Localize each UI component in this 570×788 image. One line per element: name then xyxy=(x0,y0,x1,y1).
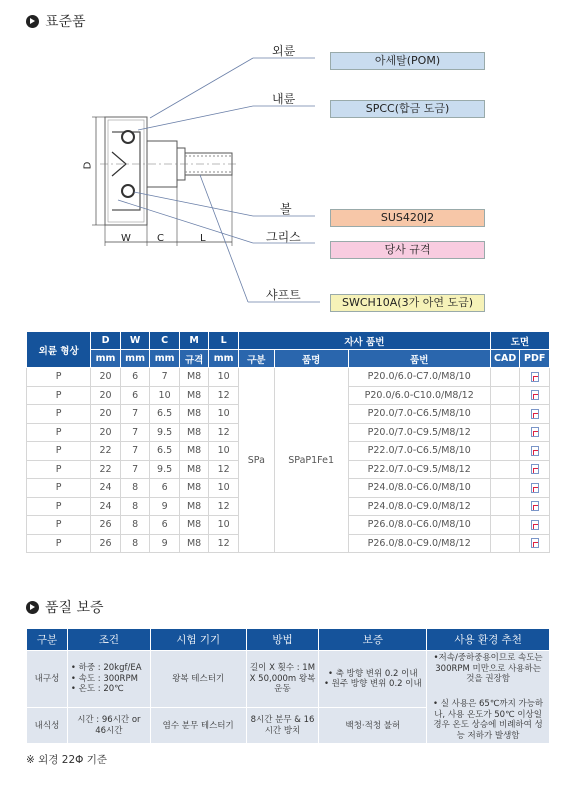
material-shaft: SWCH10A(3가 아연 도금) xyxy=(330,294,485,312)
pdf-download-icon[interactable] xyxy=(531,501,539,511)
cell-w: 6 xyxy=(120,386,150,405)
cell-l: 12 xyxy=(209,423,239,442)
cell-m: M8 xyxy=(179,479,209,498)
cell-m: M8 xyxy=(179,423,209,442)
cell-shape: P xyxy=(27,442,91,461)
cell-m: M8 xyxy=(179,386,209,405)
section-title-quality xyxy=(26,597,104,617)
pdf-download-icon[interactable] xyxy=(531,520,539,530)
cell-d: 26 xyxy=(91,516,121,535)
cell-d: 22 xyxy=(91,442,121,461)
cell-product-name: SPaP1Fe1 xyxy=(274,368,348,553)
cell-c: 10 xyxy=(150,386,180,405)
cell-c: 6 xyxy=(150,516,180,535)
cell-m: M8 xyxy=(179,497,209,516)
qual-env-recommendation: •저속/중하중용이므로 속도는 300RPM 미만으로 사용하는 것을 권장함 • 실 사용은 65℃까지 가능하나, 사용 온도가 50℃ 이상일 경우 온도 상승에 비례하여 성능 저하가 발생함 xyxy=(427,651,550,744)
callout-ball: 볼 xyxy=(280,202,292,216)
header-drawing: 도면 xyxy=(490,332,549,350)
qual-header-warranty: 보증 xyxy=(319,629,427,651)
cell-part-number: P20.0/7.0-C9.5/M8/12 xyxy=(348,423,490,442)
cell-pdf[interactable] xyxy=(520,442,550,461)
cell-c: 6 xyxy=(150,479,180,498)
footnote: ※ 외경 22Φ 기준 xyxy=(26,754,108,766)
cell-cad xyxy=(490,534,520,553)
cell-shape: P xyxy=(27,497,91,516)
cell-pdf[interactable] xyxy=(520,423,550,442)
header-cad: CAD xyxy=(490,350,520,368)
ball-top xyxy=(122,131,134,143)
header-pdf: PDF xyxy=(520,350,550,368)
cell-part-number: P22.0/7.0-C6.5/M8/10 xyxy=(348,442,490,461)
cell-shape: P xyxy=(27,534,91,553)
cell-w: 7 xyxy=(120,405,150,424)
cell-pdf[interactable] xyxy=(520,386,550,405)
material-inner-ring: SPCC(합금 도금) xyxy=(330,100,485,118)
cell-part-number: P26.0/8.0-C9.0/M8/12 xyxy=(348,534,490,553)
cell-pdf[interactable] xyxy=(520,368,550,387)
qual-warranty-durability: • 축 방향 변위 0.2 이내 • 원주 방향 변위 0.2 이내 xyxy=(319,651,427,708)
cell-l: 12 xyxy=(209,497,239,516)
cell-part-number: P20.0/6.0-C10.0/M8/12 xyxy=(348,386,490,405)
section-title-standard xyxy=(26,11,86,31)
header-l: L xyxy=(209,332,239,350)
cell-d: 22 xyxy=(91,460,121,479)
cell-pdf[interactable] xyxy=(520,405,550,424)
cell-w: 8 xyxy=(120,479,150,498)
unit-c: mm xyxy=(150,350,180,368)
cell-c: 9 xyxy=(150,497,180,516)
cell-d: 20 xyxy=(91,405,121,424)
cell-cad xyxy=(490,386,520,405)
cell-l: 10 xyxy=(209,442,239,461)
dim-c-label: C xyxy=(157,233,164,244)
cell-m: M8 xyxy=(179,442,209,461)
cell-cad xyxy=(490,479,520,498)
cell-m: M8 xyxy=(179,368,209,387)
cell-l: 10 xyxy=(209,368,239,387)
unit-d: mm xyxy=(91,350,121,368)
cell-l: 12 xyxy=(209,386,239,405)
cell-d: 20 xyxy=(91,386,121,405)
cell-c: 9.5 xyxy=(150,423,180,442)
ball-bottom xyxy=(122,185,134,197)
pdf-download-icon[interactable] xyxy=(531,464,539,474)
pdf-download-icon[interactable] xyxy=(531,409,539,419)
qual-type-corrosion: 내식성 xyxy=(27,708,68,744)
cell-c: 7 xyxy=(150,368,180,387)
cell-shape: P xyxy=(27,423,91,442)
cell-l: 12 xyxy=(209,534,239,553)
cell-c: 9.5 xyxy=(150,460,180,479)
qual-warranty-corrosion: 백청·적청 불허 xyxy=(319,708,427,744)
cell-cad xyxy=(490,497,520,516)
callout-grease: 그리스 xyxy=(266,230,301,244)
section-title-text: 품질 보증 xyxy=(45,600,104,616)
cell-shape: P xyxy=(27,405,91,424)
cell-d: 26 xyxy=(91,534,121,553)
table-row xyxy=(27,368,550,387)
pdf-download-icon[interactable] xyxy=(531,538,539,548)
pdf-download-icon[interactable] xyxy=(531,483,539,493)
callout-outer-ring: 외륜 xyxy=(272,44,296,58)
cell-shape: P xyxy=(27,386,91,405)
header-name: 품명 xyxy=(274,350,348,368)
callout-inner-ring: 내륜 xyxy=(272,92,296,106)
cell-l: 12 xyxy=(209,460,239,479)
cell-pdf[interactable] xyxy=(520,534,550,553)
header-w: W xyxy=(120,332,150,350)
cell-d: 20 xyxy=(91,368,121,387)
cross-section-drawing xyxy=(0,40,570,320)
qual-header-method: 방법 xyxy=(246,629,319,651)
cell-shape: P xyxy=(27,368,91,387)
cell-pdf[interactable] xyxy=(520,479,550,498)
dim-w-label: W xyxy=(121,233,131,244)
header-part-no: 품번 xyxy=(348,350,490,368)
cell-c: 9 xyxy=(150,534,180,553)
section-title-text: 표준품 xyxy=(45,14,86,30)
qual-conditions-durability: • 하중 : 20kgf/EA • 속도 : 300RPM • 온도 : 20℃ xyxy=(67,651,150,708)
cell-pdf[interactable] xyxy=(520,460,550,479)
cell-w: 7 xyxy=(120,423,150,442)
qual-type-durability: 내구성 xyxy=(27,651,68,708)
cell-m: M8 xyxy=(179,460,209,479)
material-ball: SUS420J2 xyxy=(330,209,485,227)
unit-m: 규격 xyxy=(179,350,209,368)
cell-part-number: P22.0/7.0-C9.5/M8/12 xyxy=(348,460,490,479)
cell-d: 20 xyxy=(91,423,121,442)
quality-table xyxy=(26,628,550,744)
pdf-download-icon[interactable] xyxy=(531,446,539,456)
cell-m: M8 xyxy=(179,534,209,553)
product-diagram xyxy=(0,40,570,320)
qual-device-durability: 왕복 테스터기 xyxy=(150,651,246,708)
qual-conditions-corrosion: 시간 : 96시간 or 46시간 xyxy=(67,708,150,744)
cell-shape: P xyxy=(27,516,91,535)
cell-c: 6.5 xyxy=(150,442,180,461)
material-outer-ring: 아세탈(POM) xyxy=(330,52,485,70)
cell-l: 10 xyxy=(209,405,239,424)
cell-part-number: P20.0/7.0-C6.5/M8/10 xyxy=(348,405,490,424)
cell-w: 6 xyxy=(120,368,150,387)
qual-header-env: 사용 환경 추천 xyxy=(427,629,550,651)
cell-pdf[interactable] xyxy=(520,516,550,535)
unit-l: mm xyxy=(209,350,239,368)
cell-l: 10 xyxy=(209,516,239,535)
spec-table xyxy=(26,331,550,553)
cell-cad xyxy=(490,423,520,442)
cell-w: 7 xyxy=(120,442,150,461)
pdf-download-icon[interactable] xyxy=(531,372,539,382)
header-d: D xyxy=(91,332,121,350)
cell-cad xyxy=(490,368,520,387)
cell-c: 6.5 xyxy=(150,405,180,424)
section-arrow-icon xyxy=(26,15,39,28)
header-category: 구분 xyxy=(238,350,274,368)
cell-cad xyxy=(490,516,520,535)
cell-d: 24 xyxy=(91,479,121,498)
dim-d-label: D xyxy=(82,161,94,170)
header-m: M xyxy=(179,332,209,350)
cell-l: 10 xyxy=(209,479,239,498)
pdf-download-icon[interactable] xyxy=(531,390,539,400)
dim-l-label: L xyxy=(200,233,206,244)
cell-w: 8 xyxy=(120,534,150,553)
cell-cad xyxy=(490,460,520,479)
qual-header-condition: 조건 xyxy=(67,629,150,651)
header-shape: 외륜 형상 xyxy=(27,332,91,368)
cell-pdf[interactable] xyxy=(520,497,550,516)
header-c: C xyxy=(150,332,180,350)
qual-header-device: 시험 기기 xyxy=(150,629,246,651)
material-grease: 당사 규격 xyxy=(330,241,485,259)
cell-d: 24 xyxy=(91,497,121,516)
cell-cad xyxy=(490,442,520,461)
cell-part-number: P20.0/6.0-C7.0/M8/10 xyxy=(348,368,490,387)
cell-part-number: P24.0/8.0-C6.0/M8/10 xyxy=(348,479,490,498)
cell-category: SPa xyxy=(238,368,274,553)
pdf-download-icon[interactable] xyxy=(531,427,539,437)
cell-shape: P xyxy=(27,460,91,479)
cell-cad xyxy=(490,405,520,424)
header-product: 자사 품번 xyxy=(238,332,490,350)
cell-part-number: P26.0/8.0-C6.0/M8/10 xyxy=(348,516,490,535)
cell-w: 7 xyxy=(120,460,150,479)
section-arrow-icon xyxy=(26,601,39,614)
cell-w: 8 xyxy=(120,497,150,516)
cell-shape: P xyxy=(27,479,91,498)
unit-w: mm xyxy=(120,350,150,368)
qual-method-corrosion: 8시간 분무 & 16시간 방치 xyxy=(246,708,319,744)
qual-device-corrosion: 염수 분무 테스터기 xyxy=(150,708,246,744)
cell-m: M8 xyxy=(179,405,209,424)
callout-shaft: 샤프트 xyxy=(266,288,301,302)
cell-part-number: P24.0/8.0-C9.0/M8/12 xyxy=(348,497,490,516)
cell-w: 8 xyxy=(120,516,150,535)
cell-m: M8 xyxy=(179,516,209,535)
qual-method-durability: 길이 X 횟수 : 1M X 50,000m 왕복 운동 xyxy=(246,651,319,708)
qual-header-type: 구분 xyxy=(27,629,68,651)
